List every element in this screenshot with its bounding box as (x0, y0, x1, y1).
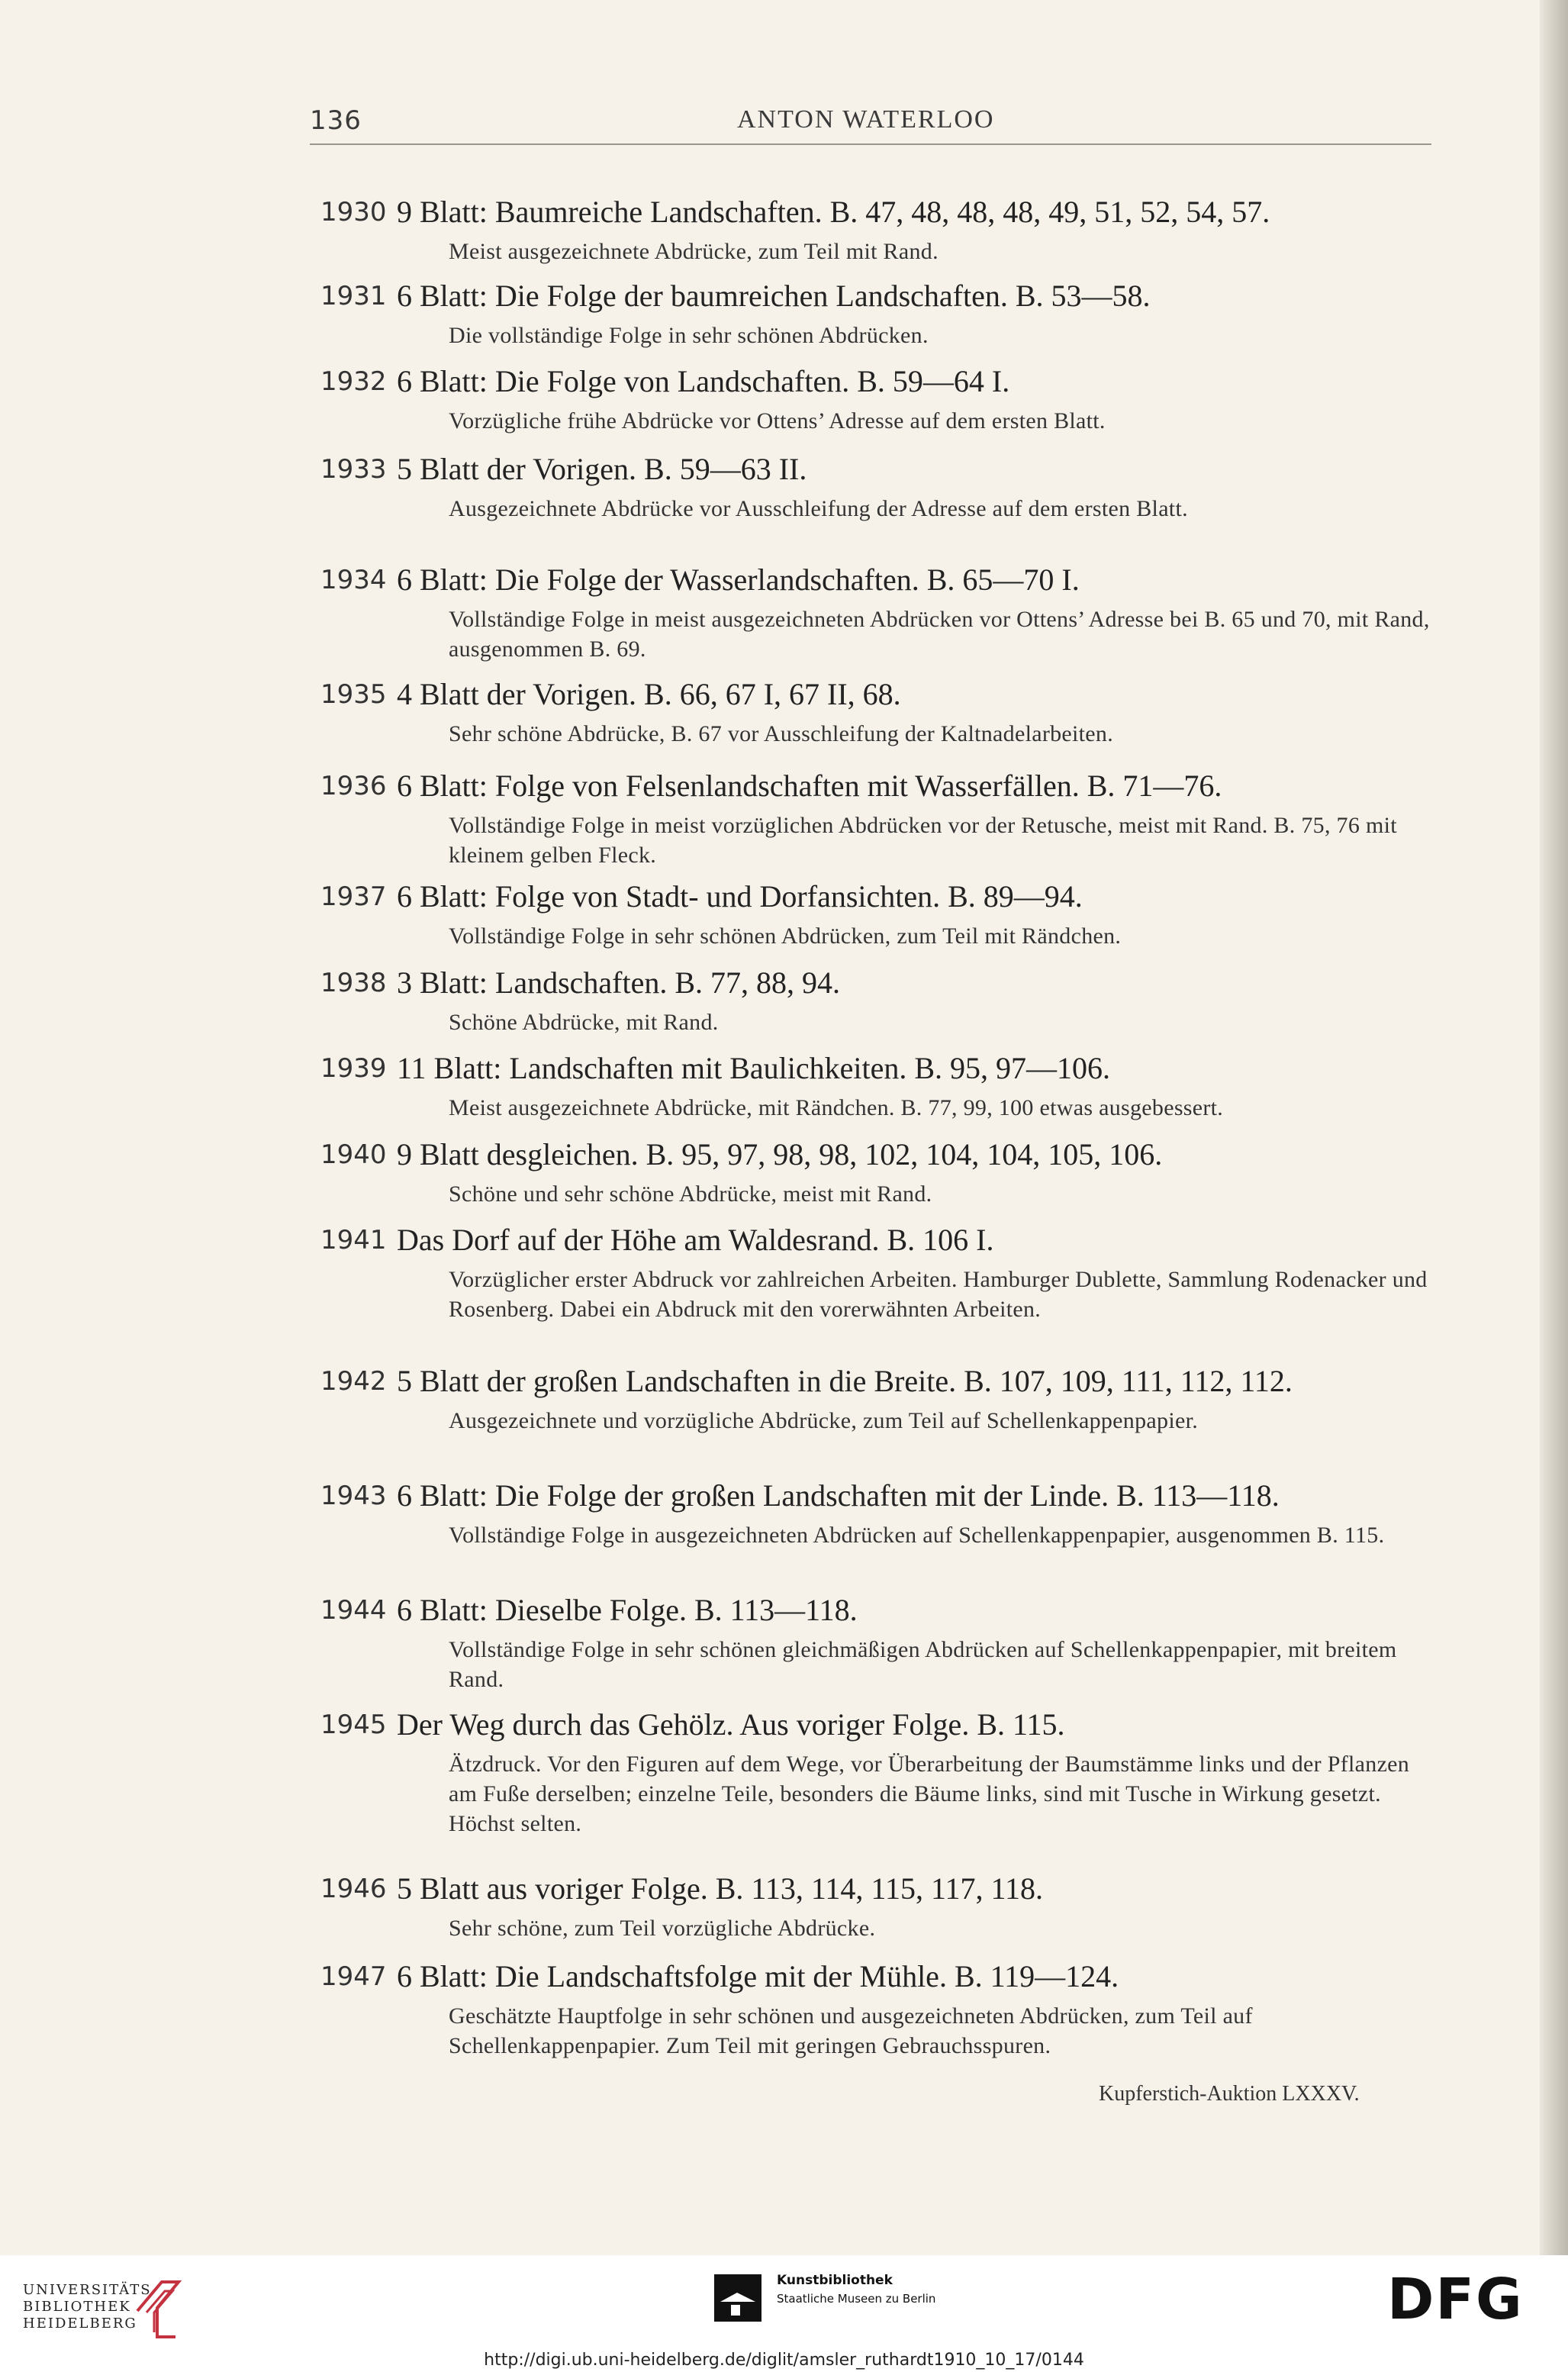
page-edge-shadow (1540, 0, 1568, 2255)
lot-title: 6 Blatt: Folge von Felsenlandschaften mit Wasserfällen. B. 71—76. (397, 769, 1222, 803)
lot-description: Vorzügliche frühe Abdrücke vor Ottens’ Adresse auf dem ersten Blatt. (449, 408, 1106, 433)
lot-title: 6 Blatt: Die Folge der großen Landschaften mit der Linde. B. 113—118. (397, 1478, 1280, 1513)
footer-note: Kupferstich-Auktion LXXXV. (1099, 2082, 1360, 2106)
lot-description: Vollständige Folge in sehr schönen gleichmäßigen Abdrücken auf Schellenkappenpapier, mit breitem Rand. (449, 1637, 1397, 1692)
lot-title: Der Weg durch das Gehölz. Aus voriger Folge. B. 115. (397, 1707, 1065, 1742)
lot-number: 1935 (320, 679, 387, 710)
lot-description: Vollständige Folge in ausgezeichneten Abdrücken auf Schellenkappenpapier, ausgenommen B. 115. (449, 1523, 1385, 1548)
lot-description: Vorzüglicher erster Abdruck vor zahlreichen Arbeiten. Hamburger Dublette, Sammlung Rodenacker und Rosenberg. Dabei ein Abdruck mit den vorerwähnten Arbeiten. (449, 1267, 1428, 1322)
lot-number: 1936 (320, 771, 387, 801)
lot-description: Ätzdruck. Vor den Figuren auf dem Wege, vor Überarbeitung der Baumstämme links und der Pflanzen am Fuße derselben; einzelne Teile, besonders die Bäume links, sind mit Tusche in Wirkung gesetzt. Höchst selten. (449, 1752, 1410, 1836)
lot-number: 1945 (320, 1710, 387, 1740)
permalink-url[interactable]: http://digi.ub.uni-heidelberg.de/diglit/amsler_ruthardt1910_10_17/0144 (484, 2351, 1084, 2370)
lot-title: 5 Blatt der Vorigen. B. 59—63 II. (397, 452, 807, 486)
lot-description: Ausgezeichnete und vorzügliche Abdrücke, zum Teil auf Schellenkappenpapier. (449, 1408, 1199, 1433)
lot-number: 1938 (320, 968, 387, 998)
lot-title: Das Dorf auf der Höhe am Waldesrand. B. 106 I. (397, 1223, 994, 1257)
kunstbibliothek-logo-icon (714, 2274, 761, 2322)
lot-description: Ausgezeichnete Abdrücke vor Ausschleifung der Adresse auf dem ersten Blatt. (449, 496, 1188, 521)
lot-number: 1940 (320, 1139, 387, 1170)
lot-number: 1947 (320, 1961, 387, 1992)
lot-number: 1932 (320, 366, 387, 397)
lot-number: 1943 (320, 1481, 387, 1511)
running-title: ANTON WATERLOO (737, 105, 995, 134)
lot-number: 1939 (320, 1053, 387, 1084)
lot-description: Meist ausgezeichnete Abdrücke, zum Teil mit Rand. (449, 239, 939, 264)
lot-number: 1933 (320, 454, 387, 485)
ub-heidelberg-logo-icon (131, 2271, 185, 2345)
lot-number: 1942 (320, 1366, 387, 1397)
lot-title: 6 Blatt: Die Folge von Landschaften. B. 59—64 I. (397, 364, 1010, 398)
lot-description: Vollständige Folge in meist ausgezeichneten Abdrücken vor Ottens’ Adresse bei B. 65 und 70, mit Rand, ausgenommen B. 69. (449, 607, 1430, 662)
lot-title: 6 Blatt: Folge von Stadt- und Dorfansichten. B. 89—94. (397, 879, 1083, 914)
lot-title: 9 Blatt desgleichen. B. 95, 97, 98, 98, 102, 104, 104, 105, 106. (397, 1137, 1163, 1171)
lot-number: 1931 (320, 281, 387, 311)
lot-number: 1946 (320, 1874, 387, 1904)
lot-title: 3 Blatt: Landschaften. B. 77, 88, 94. (397, 965, 841, 1000)
lot-description: Vollständige Folge in sehr schönen Abdrücken, zum Teil mit Rändchen. (449, 923, 1122, 949)
ub-line-2: BIBLIOTHEK (23, 2299, 131, 2315)
lot-title: 4 Blatt der Vorigen. B. 66, 67 I, 67 II, 68. (397, 677, 901, 711)
lot-description: Meist ausgezeichnete Abdrücke, mit Rändchen. B. 77, 99, 100 etwas ausgebessert. (449, 1095, 1224, 1120)
lot-description: Sehr schöne Abdrücke, B. 67 vor Ausschleifung der Kaltnadelarbeiten. (449, 721, 1114, 746)
lot-title: 11 Blatt: Landschaften mit Baulichkeiten. B. 95, 97—106. (397, 1051, 1111, 1085)
lot-description: Schöne und sehr schöne Abdrücke, meist mit Rand. (449, 1181, 932, 1207)
lot-title: 6 Blatt: Die Landschaftsfolge mit der Mühle. B. 119—124. (397, 1959, 1119, 1993)
lot-description: Geschätzte Hauptfolge in sehr schönen und ausgezeichneten Abdrücken, zum Teil auf Schellenkappenpapier. Zum Teil mit geringen Gebrauchsspuren. (449, 2003, 1253, 2058)
lot-description: Vollständige Folge in meist vorzüglichen Abdrücken vor der Retusche, meist mit Rand. B. 75, 76 mit kleinem gelben Fleck. (449, 813, 1397, 868)
ub-line-3: HEIDELBERG (23, 2316, 137, 2332)
lot-description: Sehr schöne, zum Teil vorzügliche Abdrücke. (449, 1916, 876, 1941)
lot-title: 5 Blatt der großen Landschaften in die Breite. B. 107, 109, 111, 112, 112. (397, 1364, 1293, 1398)
kunstbibliothek-subtitle: Staatliche Museen zu Berlin (777, 2292, 936, 2306)
kunstbibliothek-name: Kunstbibliothek (777, 2273, 893, 2288)
ub-line-1: UNIVERSITÄTS- (23, 2282, 159, 2298)
lot-title: 6 Blatt: Dieselbe Folge. B. 113—118. (397, 1593, 858, 1627)
lot-number: 1941 (320, 1225, 387, 1255)
page-number: 136 (310, 105, 362, 136)
lot-description: Schöne Abdrücke, mit Rand. (449, 1010, 719, 1035)
lot-number: 1944 (320, 1595, 387, 1626)
lot-title: 9 Blatt: Baumreiche Landschaften. B. 47, 48, 48, 48, 49, 51, 52, 54, 57. (397, 195, 1270, 229)
lot-title: 5 Blatt aus voriger Folge. B. 113, 114, 115, 117, 118. (397, 1871, 1043, 1906)
lot-number: 1937 (320, 881, 387, 912)
lot-title: 6 Blatt: Die Folge der baumreichen Landschaften. B. 53—58. (397, 279, 1151, 313)
lot-description: Die vollständige Folge in sehr schönen Abdrücken. (449, 323, 929, 348)
running-head (310, 105, 1431, 145)
lot-number: 1934 (320, 565, 387, 595)
lot-title: 6 Blatt: Die Folge der Wasserlandschaften. B. 65—70 I. (397, 562, 1080, 597)
lot-number: 1930 (320, 197, 387, 227)
dfg-logo: DFG (1387, 2267, 1524, 2332)
